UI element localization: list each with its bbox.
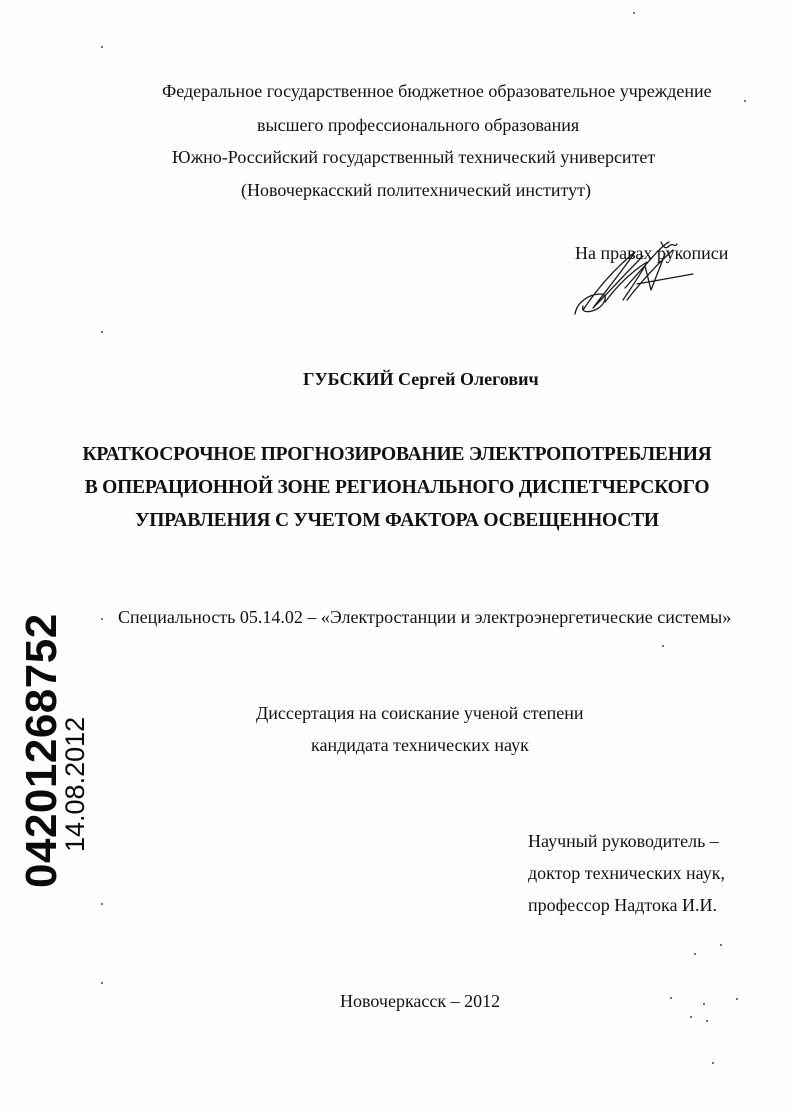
institution-line-1: Федеральное государственное бюджетное образовательное учреждение	[162, 81, 712, 101]
institution-line-2: высшего профессионального образования	[257, 115, 580, 135]
library-stamp-date: 14.08.2012	[60, 716, 90, 852]
dissertation-line-2: кандидата технических наук	[311, 735, 529, 755]
scan-speck	[101, 982, 103, 984]
title-line-2: В ОПЕРАЦИОННОЙ ЗОНЕ РЕГИОНАЛЬНОГО ДИСПЕТЧЕРСКОГО	[84, 477, 710, 498]
scan-speck	[706, 1020, 708, 1022]
scan-speck	[744, 100, 746, 102]
library-stamp-number: 04201268752	[17, 613, 66, 888]
scan-speck	[690, 1016, 692, 1018]
supervisor-line-1: Научный руководитель –	[528, 831, 719, 851]
signature-icon	[565, 222, 705, 322]
scan-speck	[670, 997, 672, 999]
scan-speck	[101, 903, 103, 905]
supervisor-line-3: профессор Надтока И.И.	[528, 895, 717, 915]
scan-speck	[101, 618, 103, 620]
title-line-1: КРАТКОСРОЧНОЕ ПРОГНОЗИРОВАНИЕ ЭЛЕКТРОПОТРЕБЛЕНИЯ	[82, 444, 712, 465]
scan-speck	[101, 46, 103, 48]
scan-speck	[662, 645, 664, 647]
scan-speck	[712, 1062, 714, 1064]
scan-speck	[101, 331, 103, 333]
scan-speck	[694, 953, 696, 955]
rights-note: На правах рукописи	[575, 243, 729, 263]
scan-speck	[633, 12, 635, 14]
author-name: ГУБСКИЙ Сергей Олегович	[303, 369, 539, 389]
institution-line-4: (Новочеркасский политехнический институт)	[241, 180, 592, 200]
title-line-3: УПРАВЛЕНИЯ С УЧЕТОМ ФАКТОРА ОСВЕЩЕННОСТИ	[135, 510, 659, 531]
supervisor-line-2: доктор технических наук,	[528, 863, 725, 883]
dissertation-line-1: Диссертация на соискание ученой степени	[256, 703, 584, 723]
specialty-line: Специальность 05.14.02 – «Электростанции и электроэнергетические системы»	[118, 607, 732, 627]
scan-speck	[736, 998, 738, 1000]
scan-speck	[720, 944, 722, 946]
scan-speck	[703, 1003, 705, 1005]
institution-line-3: Южно-Российский государственный технический университет	[172, 147, 656, 167]
city-year: Новочеркасск – 2012	[340, 991, 501, 1011]
